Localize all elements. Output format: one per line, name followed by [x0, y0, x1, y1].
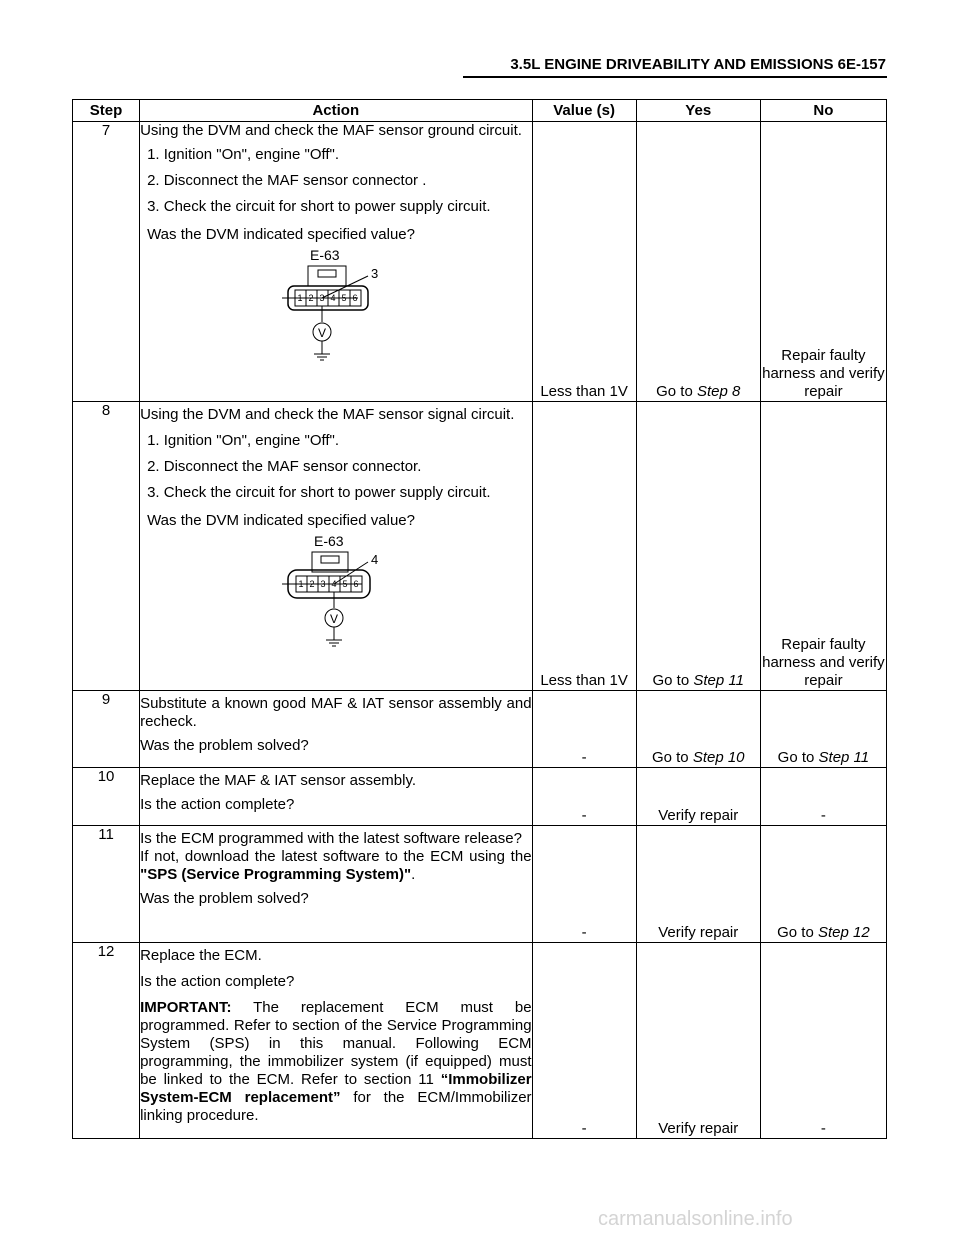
- value-cell: -: [532, 943, 636, 1139]
- pin-label: 4: [330, 293, 336, 303]
- table-row: [73, 768, 887, 826]
- important-note: IMPORTANT: The replacement ECM must be programmed. Refer to section of the Service Programming System (SPS) in this manual. Following ECM programming, the immobilizer system (if equipped) must be linked to the ECM. Refer to section 11 “Immobilizer System-ECM replacement” for the ECM/Immobilizer linking procedure.: [140, 999, 532, 1124]
- action-cell: [140, 943, 532, 1139]
- action-question: Is the action complete?: [140, 796, 295, 813]
- pin-label: 2: [309, 579, 315, 589]
- step-number: 10: [73, 768, 140, 826]
- yes-cell: Go to Step 8: [636, 122, 760, 402]
- action-cell: [140, 826, 532, 943]
- action-note: If not, download the latest software to the ECM using the "SPS (Service Programming System)".: [140, 848, 532, 883]
- step-number: 9: [73, 691, 140, 768]
- value-cell: Less than 1V: [532, 122, 636, 402]
- step-link: Step 10: [692, 749, 745, 766]
- table-row: [73, 943, 887, 1139]
- connector-label: E-63: [310, 247, 340, 263]
- col-action: Action: [140, 100, 532, 122]
- action-step: 3. Check the circuit for short to power supply circuit.: [147, 198, 491, 215]
- watermark: carmanualsonline.info: [598, 1208, 793, 1230]
- action-step: 1. Ignition "On", engine "Off".: [147, 432, 340, 449]
- value-cell: -: [532, 768, 636, 826]
- immobilizer-reference: “Immobilizer System-ECM replacement”: [140, 1071, 532, 1106]
- col-yes: Yes: [636, 100, 760, 122]
- action-intro: Substitute a known good MAF & IAT sensor assembly and recheck.: [140, 695, 532, 730]
- value-cell: Less than 1V: [532, 402, 636, 691]
- value-cell: -: [532, 826, 636, 943]
- no-cell: Repair faulty harness and verify repair: [760, 402, 886, 691]
- table-row: [73, 826, 887, 943]
- action-step: 2. Disconnect the MAF sensor connector .: [147, 172, 427, 189]
- step-number: 8: [73, 402, 140, 691]
- action-intro: Using the DVM and check the MAF sensor signal circuit.: [140, 406, 515, 423]
- col-value: Value (s): [532, 100, 636, 122]
- page-header: 3.5L ENGINE DRIVEABILITY AND EMISSIONS 6E-157: [510, 56, 886, 73]
- pin-label: 2: [308, 293, 314, 303]
- pin-label: 1: [298, 579, 304, 589]
- yes-cell: Verify repair: [636, 826, 760, 943]
- pin-label: 1: [297, 293, 303, 303]
- meter-label: V: [318, 326, 327, 340]
- action-question: Was the problem solved?: [140, 890, 309, 907]
- connector-label: E-63: [314, 533, 344, 549]
- step-link: Step 11: [693, 672, 744, 689]
- col-step: Step: [73, 100, 140, 122]
- meter-label: V: [330, 612, 339, 626]
- action-question: Was the problem solved?: [140, 737, 309, 754]
- no-cell: -: [760, 768, 886, 826]
- connector-diagram: [140, 532, 520, 658]
- step-number: 7: [73, 122, 140, 402]
- pin-label: 5: [342, 579, 348, 589]
- pin-label: 4: [331, 579, 337, 589]
- yes-cell: Verify repair: [636, 943, 760, 1139]
- step-number: 12: [73, 943, 140, 1139]
- action-cell: [140, 768, 532, 826]
- action-question: Is the action complete?: [140, 973, 295, 990]
- step-number: 11: [73, 826, 140, 943]
- table-row: [73, 122, 887, 402]
- step-link: Step 8: [696, 383, 741, 400]
- sps-reference: "SPS (Service Programming System)": [140, 866, 412, 883]
- action-step: 2. Disconnect the MAF sensor connector.: [147, 458, 422, 475]
- action-question: Was the DVM indicated specified value?: [147, 226, 415, 243]
- important-label: IMPORTANT:: [140, 999, 232, 1016]
- pin-label: 3: [319, 293, 325, 303]
- yes-cell: Go to Step 11: [636, 402, 760, 691]
- pin-callout: 3: [371, 266, 379, 281]
- no-cell: Go to Step 12: [760, 826, 886, 943]
- header-rule: [463, 76, 887, 78]
- value-cell: -: [532, 691, 636, 768]
- diagnostic-table: [72, 99, 887, 1139]
- action-intro: Using the DVM and check the MAF sensor ground circuit.: [140, 122, 522, 139]
- action-cell: [140, 122, 532, 402]
- pin-label: 6: [353, 579, 359, 589]
- connector-diagram: [140, 246, 520, 372]
- action-cell: [140, 691, 532, 768]
- action-step: 1. Ignition "On", engine "Off".: [147, 146, 340, 163]
- yes-cell: Go to Step 10: [636, 691, 760, 768]
- action-intro: Is the ECM programmed with the latest software release?: [140, 830, 522, 847]
- pin-label: 6: [352, 293, 358, 303]
- action-cell: [140, 402, 532, 691]
- table-header-row: [73, 100, 887, 122]
- step-link: Step 12: [817, 924, 870, 941]
- pin-callout: 4: [371, 552, 379, 567]
- action-intro: Replace the ECM.: [140, 947, 262, 964]
- action-step: 3. Check the circuit for short to power supply circuit.: [147, 484, 491, 501]
- pin-label: 3: [320, 579, 326, 589]
- no-cell: -: [760, 943, 886, 1139]
- yes-cell: Verify repair: [636, 768, 760, 826]
- step-link: Step 11: [818, 749, 870, 766]
- col-no: No: [760, 100, 886, 122]
- table-row: [73, 691, 887, 768]
- no-cell: Go to Step 11: [760, 691, 886, 768]
- action-intro: Replace the MAF & IAT sensor assembly.: [140, 772, 417, 789]
- pin-label: 5: [341, 293, 347, 303]
- action-question: Was the DVM indicated specified value?: [147, 512, 415, 529]
- no-cell: Repair faulty harness and verify repair: [760, 122, 886, 402]
- table-row: [73, 402, 887, 691]
